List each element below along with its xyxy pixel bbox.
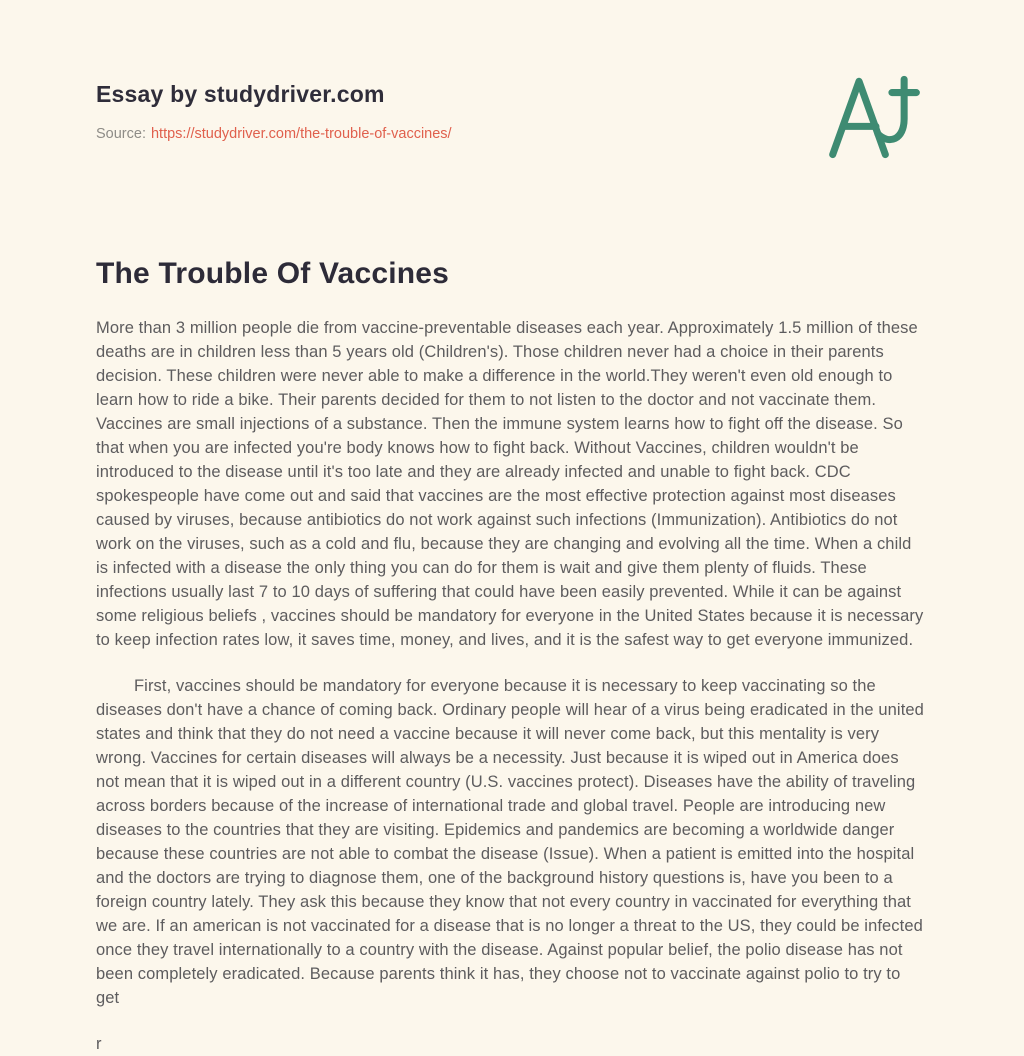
source-label: Source: [96, 126, 146, 142]
essay-title: The Trouble Of Vaccines [96, 257, 450, 290]
source-line [96, 124, 924, 144]
source-url-link[interactable]: https://studydriver.com/the-trouble-of-vaccines/ [150, 126, 452, 142]
essay-body [96, 316, 924, 1056]
essay-by-heading: Essay by studydriver.com [96, 81, 385, 107]
essay-paragraph-2: First, vaccines should be mandatory for everyone because it is necessary to keep vaccinating so the diseases don't have a chance of coming back. Ordinary people will hear of a virus being eradicated in the united states and think that they do not need a vaccine because it will never come back, but this mentality is very wrong. Vaccines for certain diseases will always be a necessity. Just because it is wiped out in America does not mean that it is wiped out in a different country (U.S. vaccines protect). Diseases have the ability of traveling across borders because of the increase of international trade and global travel. People are introducing new diseases to the countries that they are visiting. Epidemics and pandemics are becoming a worldwide danger because these countries are not able to combat the disease (Issue). When a patient is emitted into the hospital and the doctors are trying to diagnose them, one of the background history questions is, have you been to a foreign country lately. They ask this because they know that not every country in vaccinated for everything that we are. If an american is not vaccinated for a disease that is no longer a threat to the US, they could be infected once they travel internationally to a country with the disease. Against popular belief, the polio disease has not been completely eradicated. Because parents think it has, they choose not to vaccinate against polio to try to get [96, 677, 924, 1007]
studydriver-logo-icon [822, 70, 928, 164]
essay-paragraph-1: More than 3 million people die from vaccine-preventable diseases each year. Approximately 1.5 million of these deaths are in children less than 5 years old (Children's). Those children never had a choice in their parents decision. These children were never able to make a difference in the world.They weren't even old enough to learn how to ride a bike. Their parents decided for them to not listen to the doctor and not vaccinate them. Vaccines are small injections of a substance. Then the immune system learns how to fight off the disease. So that when you are infected you're body knows how to fight back. Without Vaccines, children wouldn't be introduced to the disease until it's too late and they are already infected and unable to fight back. CDC spokespeople have come out and said that vaccines are the most effective protection against most diseases caused by viruses, because antibiotics do not work against such infections (Immunization). Antibiotics do not work on the viruses, such as a cold and flu, because they are changing and evolving all the time. When a child is infected with a disease the only thing you can do for them is wait and give them plenty of fluids. These infections usually last 7 to 10 days of suffering that could have been easily prevented. While it can be against some religious beliefs , vaccines should be mandatory for everyone in the United States because it is necessary to keep infection rates low, it saves time, money, and lives, and it is the safest way to get everyone immunized. [96, 319, 924, 649]
essay-paragraph-partial-line: r [96, 1035, 102, 1053]
